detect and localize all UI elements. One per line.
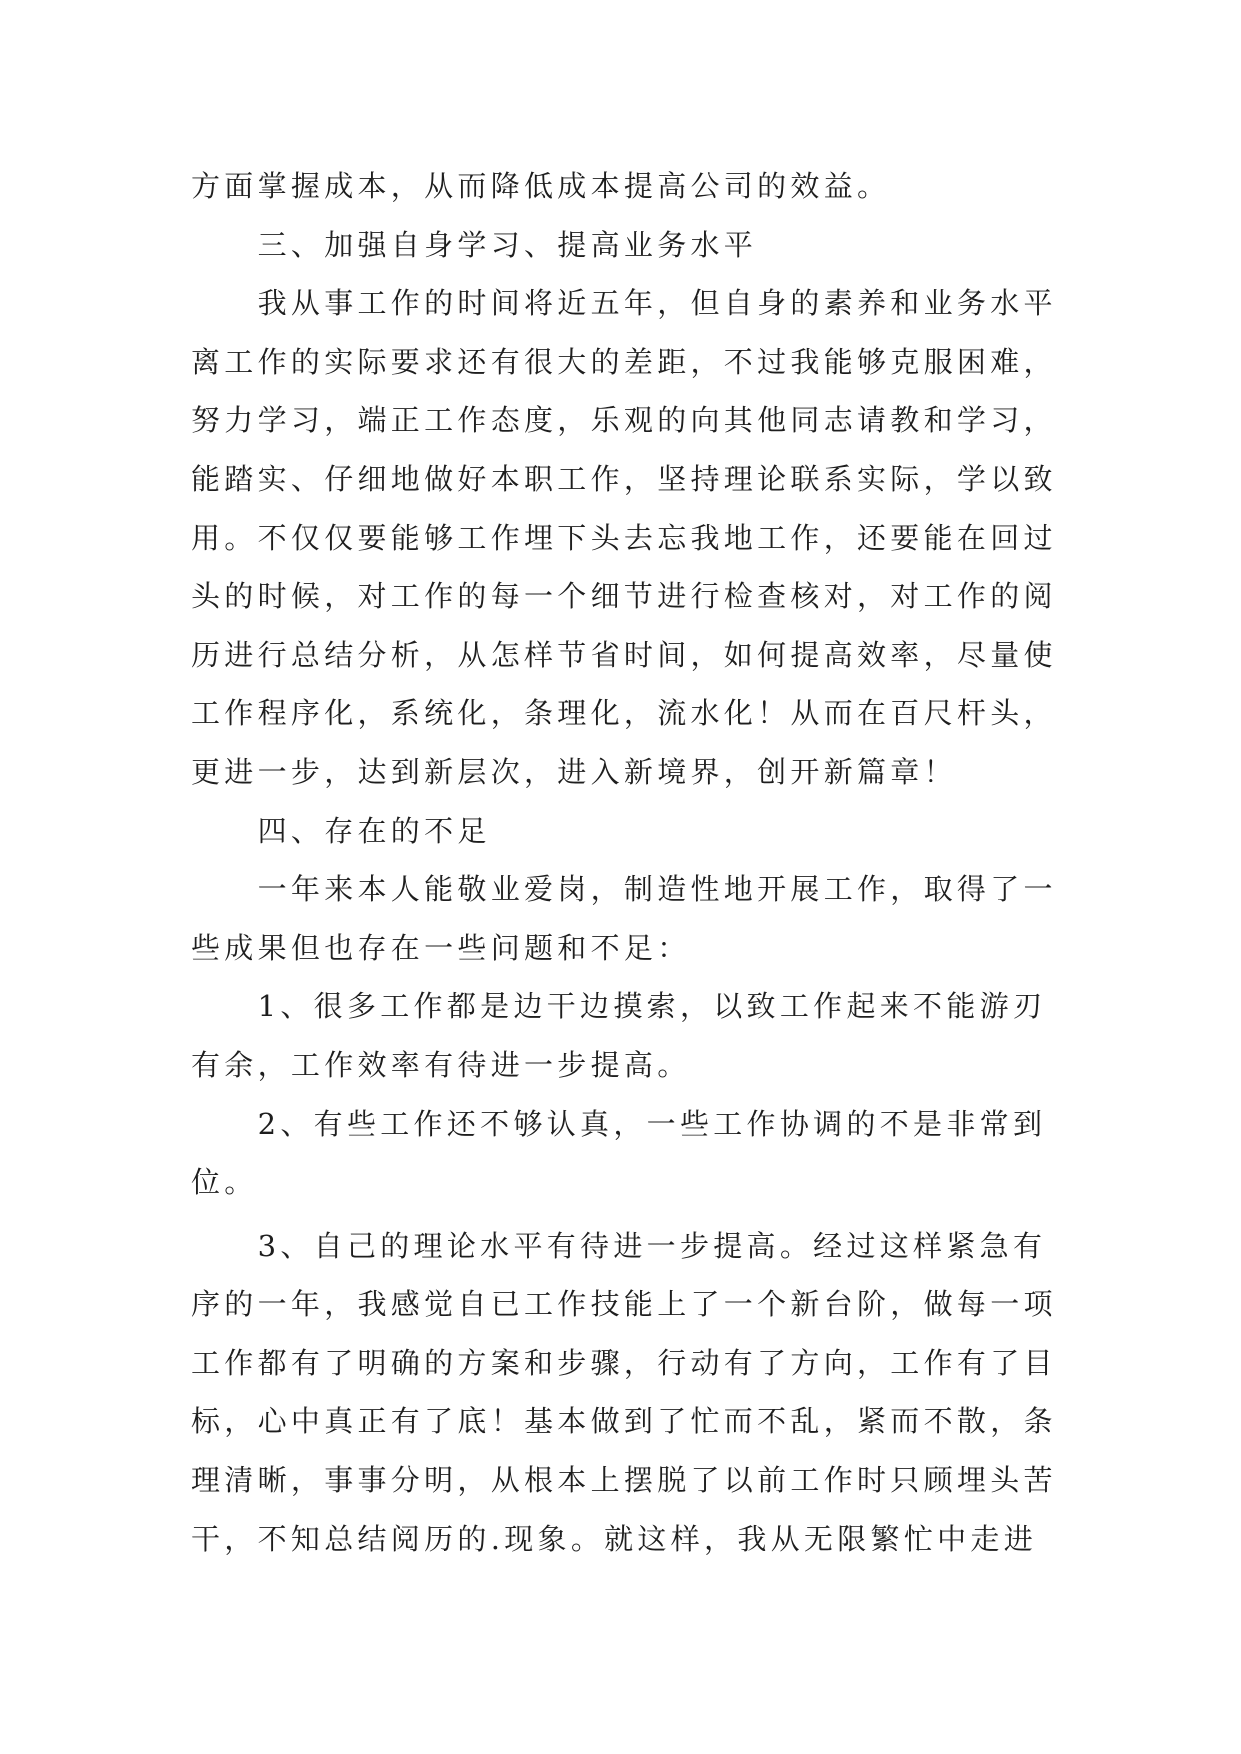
list-item-1 [191, 977, 1091, 1094]
list-item-2 [191, 1095, 1091, 1212]
heading-line: 三、加强自身学习、提高业务水平 [257, 227, 758, 262]
list-item-3 [191, 1217, 1091, 1569]
text-line: 一年来本人能敬业爱岗，制造性地开展工作，取得了一 [257, 872, 1057, 907]
text-line: 理清晰，事事分明，从根本上摆脱了以前工作时只顾埋头苦 [191, 1463, 1057, 1498]
text-line: 位。 [191, 1165, 258, 1200]
paragraph-continuation [191, 157, 1091, 216]
text-line: 能踏实、仔细地做好本职工作，坚持理论联系实际，学以致 [191, 461, 1057, 496]
text-line: 工作程序化，系统化，条理化，流水化！从而在百尺杆头， [191, 696, 1057, 731]
text-line: 用。不仅仅要能够工作埋下头去忘我地工作，还要能在回过 [191, 520, 1057, 555]
heading-line: 四、存在的不足 [257, 813, 491, 848]
document-page [191, 157, 1091, 1568]
text-line: 努力学习，端正工作态度，乐观的向其他同志请教和学习， [191, 403, 1057, 438]
text-line: 3、自己的理论水平有待进一步提高。经过这样紧急有 [257, 1228, 1047, 1263]
text-line: 标，心中真正有了底！基本做到了忙而不乱，紧而不散，条 [191, 1404, 1057, 1439]
text-line: 方面掌握成本，从而降低成本提高公司的效益。 [191, 169, 891, 203]
text-line: 1、很多工作都是边干边摸索，以致工作起来不能游刃 [257, 989, 1047, 1024]
text-line: 更进一步，达到新层次，进入新境界，创开新篇章！ [191, 754, 957, 789]
section-heading-four [191, 802, 1091, 861]
text-line: 历进行总结分析，从怎样节省时间，如何提高效率，尽量使 [191, 637, 1057, 672]
text-line: 有余，工作效率有待进一步提高。 [191, 1047, 691, 1082]
paragraph-self-study [191, 274, 1091, 801]
text-line: 工作都有了明确的方案和步骤，行动有了方向，工作有了目 [191, 1345, 1057, 1380]
section-heading-three [191, 216, 1091, 275]
text-line: 离工作的实际要求还有很大的差距，不过我能够克服困难， [191, 344, 1057, 379]
text-line: 干，不知总结阅历的.现象。就这样，我从无限繁忙中走进 [191, 1521, 1038, 1556]
text-line: 头的时候，对工作的每一个细节进行检查核对，对工作的阅 [191, 579, 1057, 614]
text-line: 2、有些工作还不够认真，一些工作协调的不是非常到 [257, 1106, 1047, 1141]
paragraph-shortcomings-intro [191, 860, 1091, 977]
text-line: 些成果但也存在一些问题和不足： [191, 930, 691, 965]
text-line: 序的一年，我感觉自已工作技能上了一个新台阶，做每一项 [191, 1287, 1057, 1322]
text-line: 我从事工作的时间将近五年，但自身的素养和业务水平 [257, 286, 1057, 321]
